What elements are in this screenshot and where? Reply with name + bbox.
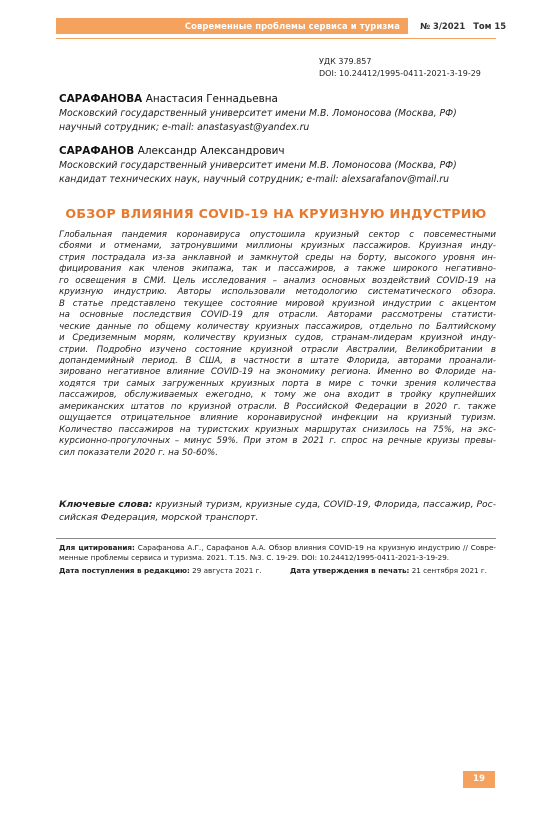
abstract-line: ощущается отрицательное влияние коронавирусной инфекции на круизный туризм. <box>59 413 496 424</box>
citation-divider <box>56 538 496 539</box>
page-number: 19 <box>463 771 495 788</box>
abstract-line: фицирования как членов экипажа, так и пассажиров, а также широкого негативно- <box>59 264 496 275</box>
journal-title: Современные проблемы сервиса и туризма <box>184 21 400 31</box>
abstract-line: американских штатов по круизной отрасли. В Российской Федерации в 2020 г. также <box>59 401 496 412</box>
abstract-line: курсионно-прогулочных – минус 59%. При этом в 2021 г. спрос на речные круизы превы- <box>59 436 496 447</box>
citation-block <box>59 543 496 563</box>
article-dates <box>59 566 496 576</box>
abstract-line: стрии. Подробно изучено состояние круизной отрасли Австралии, Великобритании в <box>59 344 496 355</box>
abstract-line: зировано негативное влияние COVID-19 на экономику региона. Именно во Флориде на- <box>59 367 496 378</box>
keywords-label: Ключевые слова: <box>59 499 153 510</box>
abstract-line: круизную индустрию. Авторы использовали методологию систематического обзора. <box>59 287 496 298</box>
author-name <box>59 92 499 107</box>
article-meta <box>319 56 481 80</box>
keywords <box>59 498 496 524</box>
abstract-line: ходятся три самых загруженных круизных порта в мире с точки зрения количества <box>59 378 496 389</box>
keywords-line <box>59 498 496 511</box>
abstract <box>59 230 496 459</box>
abstract-line: ческие данные по общему количеству круизных пассажиров, отдельно по Балтийскому <box>59 321 496 332</box>
volume-number: Том 15 <box>473 21 507 31</box>
abstract-line: стрия пострадала из-за анклавной и замкнутой среды на борту, высокого уровня ин- <box>59 252 496 263</box>
abstract-line: и Средиземным морям, количеству круизных судов, странам-лидерам круизной инду- <box>59 333 496 344</box>
author-name <box>59 144 499 159</box>
author-block-1 <box>59 92 499 135</box>
doi: DOI: 10.24412/1995-0411-2021-3-19-29 <box>319 69 481 78</box>
citation-line <box>59 543 496 553</box>
citation-label: Для цитирования: <box>59 543 135 552</box>
approved-value: 21 сентября 2021 г. <box>411 566 487 575</box>
abstract-line: сил показатели 2020 г. на 50-60%. <box>59 447 219 458</box>
author-block-2 <box>59 144 499 187</box>
author-affiliation: Московский государственный университет имени М.В. Ломоносова (Москва, РФ) <box>59 108 457 119</box>
received-label: Дата поступления в редакцию: <box>59 566 190 575</box>
author-position: научный сотрудник; e-mail: anastasyast@yandex.ru <box>59 122 310 133</box>
header-rule <box>56 38 496 39</box>
author-surname: САРАФАНОВ <box>59 145 135 157</box>
abstract-line: В статье представлено текущее состояние мировой круизной индустрии с акцентом <box>59 298 496 309</box>
author-surname: САРАФАНОВА <box>59 93 143 105</box>
abstract-line: пассажиров, обслуживаемых ежегодно, к тому же она входит в тройку крупнейших <box>59 390 496 401</box>
received-value: 29 августа 2021 г. <box>192 566 262 575</box>
approved-date <box>290 566 487 576</box>
keywords-text: круизный туризм, круизные суда, COVID-19, Флорида, пассажир, Рос- <box>155 499 497 510</box>
issue-number: № 3/2021 <box>420 21 466 31</box>
running-header <box>56 18 507 40</box>
author-given-names: Александр Александрович <box>137 145 285 157</box>
author-position: кандидат технических наук, научный сотрудник; e-mail: alexsarafanov@mail.ru <box>59 174 449 185</box>
received-date <box>59 566 262 575</box>
abstract-line: го освещения в СМИ. Цель исследования – анализ основных воздействий COVID-19 на <box>59 275 496 286</box>
author-affiliation: Московский государственный университет имени М.В. Ломоносова (Москва, РФ) <box>59 160 457 171</box>
article-title: ОБЗОР ВЛИЯНИЯ COVID-19 НА КРУИЗНУЮ ИНДУСТРИЮ <box>65 206 487 221</box>
abstract-line: на основные последствия COVID-19 для отрасли. Авторами рассмотрены статисти- <box>59 310 496 321</box>
keywords-line: сийская Федерация, морской транспорт. <box>59 512 259 523</box>
approved-label: Дата утверждения в печать: <box>290 566 410 575</box>
abstract-line: допандемийный период. В США, в частности в штате Флорида, авторами проанали- <box>59 355 496 366</box>
abstract-line: сбоями и отменами, затронувшими миллионы круизных пассажиров. Круизная инду- <box>59 241 496 252</box>
citation-line: менные проблемы сервиса и туризма. 2021. Т.15. №3. С. 19-29. DOI: 10.24412/1995-0411-2021-3-19-29. <box>59 553 450 562</box>
author-given-names: Анастасия Геннадьевна <box>145 93 278 105</box>
abstract-line: Количество пассажиров на туристских круизных маршрутах снизилось на 75%, на экс- <box>59 424 496 435</box>
citation-text: Сарафанова А.Г., Сарафанов А.А. Обзор влияния COVID-19 на круизную индустрию // Совре- <box>137 543 496 552</box>
udk-code: УДК 379.857 <box>319 57 372 66</box>
issue-info <box>420 18 514 34</box>
abstract-line: Глобальная пандемия коронавируса опустошила круизный сектор с повсеместными <box>59 230 496 240</box>
